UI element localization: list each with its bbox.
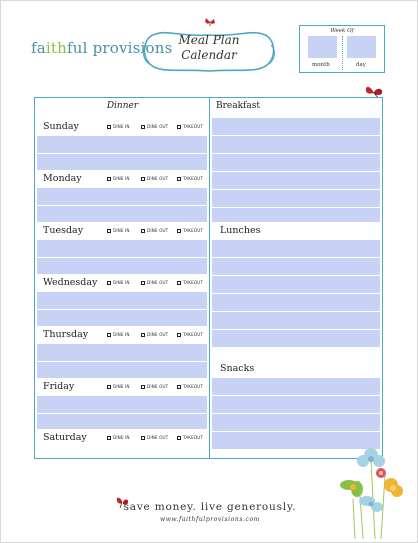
takeout-checkbox[interactable]: TAKEOUT xyxy=(177,384,203,389)
meal-line[interactable] xyxy=(212,240,380,257)
takeout-checkbox[interactable]: TAKEOUT xyxy=(177,124,203,129)
dine-in-checkbox[interactable]: DINE IN xyxy=(107,435,130,440)
day-label: Wednesday xyxy=(43,277,98,288)
dine-in-checkbox[interactable]: DINE IN xyxy=(107,384,130,389)
dinner-column xyxy=(35,98,210,458)
day-label: Thursday xyxy=(43,329,89,340)
snacks-row xyxy=(212,360,380,377)
meal-line[interactable] xyxy=(212,172,380,189)
meal-line[interactable] xyxy=(37,206,207,223)
dine-out-checkbox[interactable]: DINE OUT xyxy=(141,384,168,389)
breakfast-header: Breakfast xyxy=(216,101,260,111)
day-row-saturday[interactable] xyxy=(37,429,207,446)
flowers-icon xyxy=(333,441,413,541)
day-label: Friday xyxy=(43,381,75,392)
butterfly-icon xyxy=(204,17,216,27)
day-row-tuesday[interactable] xyxy=(37,222,207,239)
day-row-thursday[interactable] xyxy=(37,326,207,343)
logo-part-3: ful provisions xyxy=(67,39,173,57)
takeout-checkbox[interactable]: TAKEOUT xyxy=(177,280,203,285)
day-row-monday[interactable] xyxy=(37,170,207,187)
meal-line[interactable] xyxy=(212,118,380,135)
takeout-checkbox[interactable]: TAKEOUT xyxy=(177,332,203,337)
dine-in-checkbox[interactable]: DINE IN xyxy=(107,332,130,337)
dine-in-checkbox[interactable]: DINE IN xyxy=(107,176,130,181)
meal-grid xyxy=(34,97,383,459)
dine-out-checkbox[interactable]: DINE OUT xyxy=(141,228,168,233)
dine-out-checkbox[interactable]: DINE OUT xyxy=(141,435,168,440)
dine-in-checkbox[interactable]: DINE IN xyxy=(107,124,130,129)
dine-out-checkbox[interactable]: DINE OUT xyxy=(141,176,168,181)
lunches-label: Lunches xyxy=(220,225,261,236)
takeout-checkbox[interactable]: TAKEOUT xyxy=(177,435,203,440)
meal-line[interactable] xyxy=(37,258,207,275)
meal-line[interactable] xyxy=(212,154,380,171)
snacks-label: Snacks xyxy=(220,363,255,374)
dinner-header: Dinner xyxy=(106,101,139,111)
week-month-field[interactable] xyxy=(308,36,337,58)
logo-part-1: fa xyxy=(31,39,46,57)
meal-line[interactable] xyxy=(212,330,380,347)
week-of-box xyxy=(299,25,385,73)
meal-line[interactable] xyxy=(212,276,380,293)
week-day-field[interactable] xyxy=(347,36,376,58)
website-link[interactable]: www.faithfulprovisions.com xyxy=(160,516,260,523)
meal-line[interactable] xyxy=(37,396,207,413)
day-label: Tuesday xyxy=(43,225,84,236)
title-line-1: Meal Plan xyxy=(178,33,240,47)
meal-line[interactable] xyxy=(212,312,380,329)
meal-line[interactable] xyxy=(37,292,207,309)
meal-line[interactable] xyxy=(212,136,380,153)
day-row-wednesday[interactable] xyxy=(37,274,207,291)
logo-part-2: ith xyxy=(45,39,67,57)
meal-line[interactable] xyxy=(212,258,380,275)
takeout-checkbox[interactable]: TAKEOUT xyxy=(177,176,203,181)
meal-line[interactable] xyxy=(37,188,207,205)
breakfast-lunch-snack-column xyxy=(210,98,382,458)
meal-line[interactable] xyxy=(212,294,380,311)
day-label: Monday xyxy=(43,173,82,184)
title-frame xyxy=(139,27,279,77)
meal-line[interactable] xyxy=(37,136,207,153)
meal-line[interactable] xyxy=(212,378,380,395)
dine-out-checkbox[interactable]: DINE OUT xyxy=(141,332,168,337)
day-row-friday[interactable] xyxy=(37,378,207,395)
meal-line[interactable] xyxy=(212,396,380,413)
week-month-label: month xyxy=(312,62,330,68)
meal-line[interactable] xyxy=(37,240,207,257)
meal-line[interactable] xyxy=(212,190,380,207)
dine-in-checkbox[interactable]: DINE IN xyxy=(107,228,130,233)
day-label: Saturday xyxy=(43,432,87,443)
page-title xyxy=(139,33,279,63)
lunches-row xyxy=(212,222,380,239)
title-line-2: Calendar xyxy=(181,48,237,62)
day-row-sunday[interactable] xyxy=(37,118,207,135)
meal-line[interactable] xyxy=(37,310,207,327)
week-of-label: Week Of xyxy=(330,28,354,34)
tagline: save money. live generously. xyxy=(123,501,297,513)
meal-line[interactable] xyxy=(37,154,207,171)
meal-line[interactable] xyxy=(37,344,207,361)
week-divider xyxy=(342,36,343,70)
dine-out-checkbox[interactable]: DINE OUT xyxy=(141,124,168,129)
week-day-label: day xyxy=(356,62,366,68)
dine-in-checkbox[interactable]: DINE IN xyxy=(107,280,130,285)
day-label: Sunday xyxy=(43,121,79,132)
meal-line[interactable] xyxy=(212,414,380,431)
dine-out-checkbox[interactable]: DINE OUT xyxy=(141,280,168,285)
meal-line[interactable] xyxy=(37,362,207,379)
takeout-checkbox[interactable]: TAKEOUT xyxy=(177,228,203,233)
